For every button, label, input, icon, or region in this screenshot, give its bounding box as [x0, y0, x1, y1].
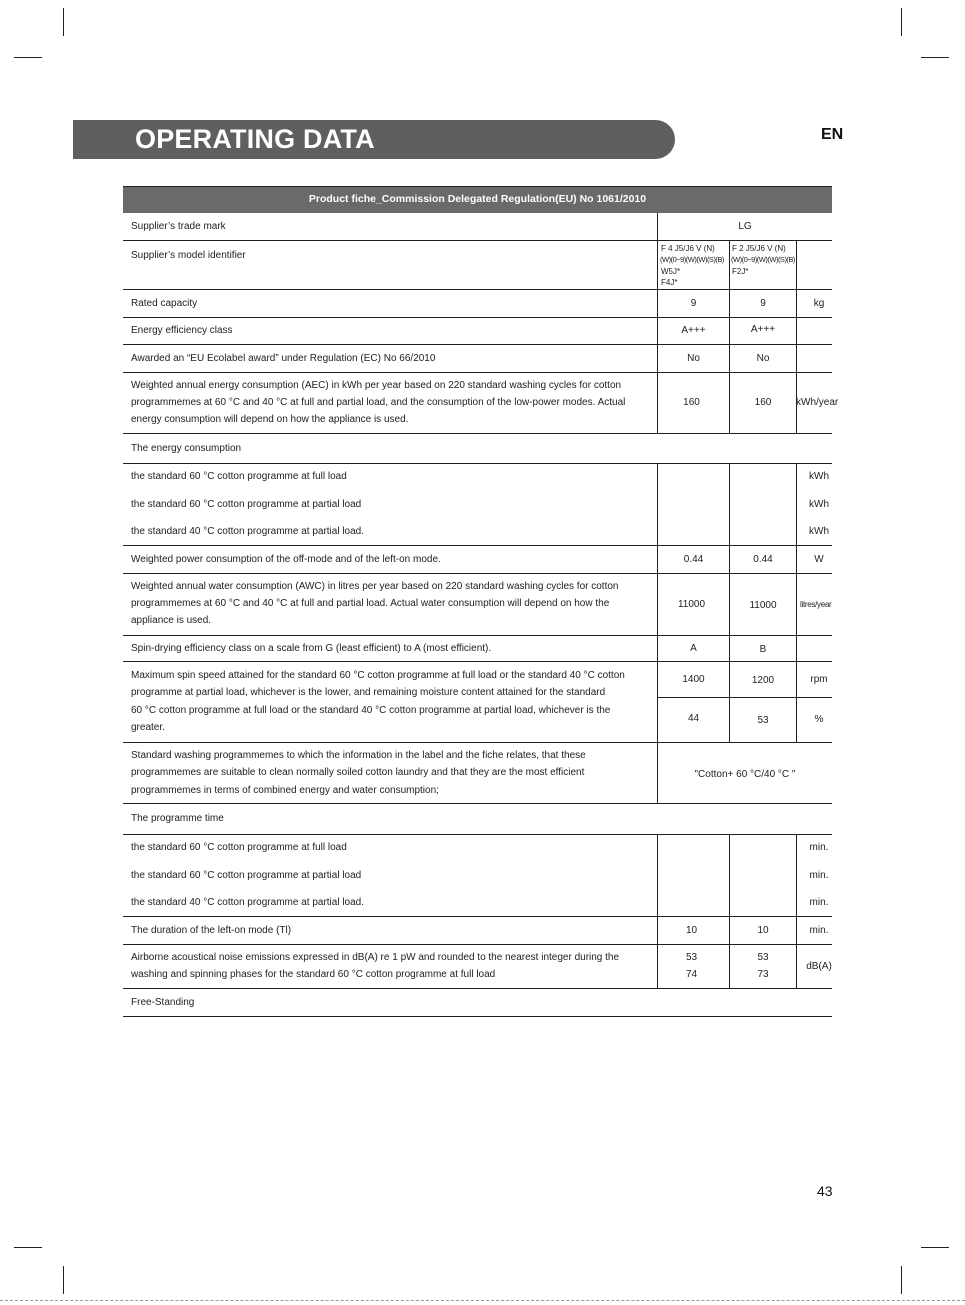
row-divider	[123, 635, 832, 636]
row-divider	[123, 988, 832, 989]
programme-time-row: the standard 40 °C cotton programme at partial load.	[131, 897, 365, 908]
crop-mark	[901, 8, 902, 36]
capacity-value-1: 9	[690, 298, 697, 309]
section-title: OPERATING DATA	[135, 124, 375, 154]
spin-speed-text-line: 60 °C cotton programme at full load or the standard 40 °C cotton programme at partial load, whichever is the	[131, 705, 611, 716]
programme-time-row: the standard 60 °C cotton programme at partial load	[131, 870, 362, 881]
model-col2-line: (W)(0~9)(W)(W)(S)(B)	[731, 255, 795, 264]
row-divider	[123, 463, 832, 464]
row-divider	[123, 1016, 832, 1017]
product-fiche-table	[123, 186, 839, 1018]
spin-speed-value-2: 1200	[751, 675, 775, 686]
row-divider	[123, 916, 832, 917]
left-on-value-1: 10	[685, 925, 698, 936]
spin-speed-text-line: programme at partial load, whichever is the lower, and remaining moisture content attained for the standard	[131, 687, 606, 698]
free-standing-label: Free-Standing	[131, 997, 195, 1008]
language-label: EN	[821, 126, 844, 143]
crop-mark	[14, 57, 42, 58]
crop-mark	[63, 1266, 64, 1294]
crop-mark	[63, 8, 64, 36]
crop-mark	[921, 1247, 949, 1248]
row-divider	[123, 803, 832, 804]
programme-time-unit: min.	[809, 842, 829, 853]
energy-consumption-label: The energy consumption	[131, 443, 242, 454]
energy-consumption-row: the standard 60 °C cotton programme at full load	[131, 471, 347, 482]
standard-programmes-text-line: programmemes in terms of combined energy and water consumption;	[131, 785, 439, 796]
power-value-2: 0.44	[753, 554, 773, 565]
programme-time-unit: min.	[809, 870, 829, 881]
spin-class-value-2: B	[759, 644, 767, 655]
awc-value-1: 11000	[677, 599, 706, 610]
energy-consumption-unit: kWh	[809, 526, 829, 537]
row-divider	[123, 545, 832, 546]
row-divider	[123, 433, 832, 434]
row-divider	[123, 742, 832, 743]
spin-speed-text-line: Maximum spin speed attained for the standard 60 °C cotton programme at full load or the standard 40 °C cotton	[131, 670, 625, 681]
model-col1-line: (W)(0~9)(W)(W)(S)(B)	[660, 255, 724, 264]
column-divider	[657, 463, 658, 803]
noise-value-2: 73	[757, 969, 769, 980]
crop-mark	[901, 1266, 902, 1294]
row-divider	[123, 186, 832, 187]
table-header	[123, 186, 832, 213]
awc-text-line: appliance is used.	[131, 615, 212, 626]
section-banner	[73, 120, 675, 159]
ecolabel-value-1: No	[687, 353, 700, 364]
model-col2-line: F 2 J5/J6 V (N)	[732, 244, 786, 253]
trade-mark-value: LG	[738, 221, 752, 232]
energy-consumption-unit: kWh	[809, 499, 829, 510]
crop-mark	[14, 1247, 42, 1248]
spin-class-label: Spin-drying efficiency class on a scale from G (least efficient) to A (most efficient).	[131, 643, 492, 654]
capacity-unit: kg	[813, 298, 825, 309]
spin-speed-unit: rpm	[810, 674, 828, 685]
crop-mark	[921, 57, 949, 58]
model-col2-line: F2J*	[732, 267, 749, 276]
standard-programmes-text-line: Standard washing programmemes to which the information in the label and the fiche relates, that these	[131, 750, 586, 761]
aec-text-line: programmemes at 60 °C and 40 °C at full and partial load, and the consumption of the low-power modes. Actual	[131, 397, 626, 408]
aec-unit: kWh/year	[796, 397, 839, 408]
awc-text-line: Weighted annual water consumption (AWC) in litres per year based on 220 standard washing cycles for cotton	[131, 581, 619, 592]
power-label: Weighted power consumption of the off-mode and of the left-on mode.	[131, 554, 441, 565]
spin-speed-text-line: greater.	[131, 722, 165, 733]
ecolabel-label: Awarded an “EU Ecolabel award” under Regulation (EC) No 66/2010	[131, 353, 436, 364]
aec-text-line: Weighted annual energy consumption (AEC) in kWh per year based on 220 standard washing cycles for cotton	[131, 380, 622, 391]
row-divider	[657, 697, 832, 698]
energy-consumption-row: the standard 60 °C cotton programme at partial load	[131, 499, 362, 510]
moisture-value-1: 44	[687, 713, 700, 724]
aec-text-line: energy consumption will depend on how the appliance is used.	[131, 414, 409, 425]
model-col1-line: W5J*	[661, 267, 681, 276]
power-unit: W	[814, 554, 824, 565]
noise-text-line: washing and spinning phases for the standard 60 °C cotton programme at full load	[131, 969, 496, 980]
energy-class-value-1: A+++	[681, 325, 706, 336]
row-divider	[123, 372, 832, 373]
power-value-1: 0.44	[683, 554, 704, 565]
awc-unit: litres/year	[800, 600, 832, 609]
moisture-value-2: 53	[757, 715, 769, 726]
energy-consumption-unit: kWh	[809, 471, 829, 482]
capacity-label: Rated capacity	[131, 298, 198, 309]
model-label: Supplier’s model identifier	[131, 250, 246, 261]
noise-unit: dB(A)	[806, 961, 832, 972]
ecolabel-value-2: No	[756, 353, 770, 364]
standard-programmes-text-line: programmemes are suitable to clean normally soiled cotton laundry and that they are the most efficient	[131, 767, 585, 778]
energy-class-label: Energy efficiency class	[131, 325, 233, 336]
energy-class-value-2: A+++	[750, 324, 776, 335]
table-title: Product fiche_Commission Delegated Regulation(EU) No 1061/2010	[308, 193, 647, 205]
model-col1-line: F4J*	[661, 278, 678, 287]
programme-time-label: The programme time	[131, 813, 224, 824]
noise-value-1: 53	[685, 952, 698, 963]
trade-mark-label: Supplier’s trade mark	[131, 221, 226, 232]
left-on-label: The duration of the left-on mode (Tl)	[131, 925, 292, 936]
moisture-unit: %	[814, 714, 824, 725]
row-divider	[123, 573, 832, 574]
trim-line	[0, 1300, 965, 1301]
row-divider	[123, 317, 832, 318]
model-col1-line: F 4 J5/J6 V (N)	[661, 244, 715, 253]
spin-class-value-1: A	[690, 643, 697, 654]
noise-text-line: Airborne acoustical noise emissions expressed in dB(A) re 1 pW and rounded to the nearest integer during the	[131, 952, 620, 963]
aec-value-2: 160	[754, 397, 772, 408]
standard-programmes-value: "Cotton+ 60 °C/40 °C "	[694, 769, 796, 780]
row-divider	[123, 240, 832, 241]
row-divider	[123, 834, 832, 835]
noise-value-2: 53	[757, 952, 769, 963]
awc-text-line: programmemes at 60 °C and 40 °C at full and partial load. Actual water consumption will depend on how the	[131, 598, 610, 609]
row-divider	[123, 944, 832, 945]
programme-time-row: the standard 60 °C cotton programme at full load	[131, 842, 347, 853]
spin-speed-value-1: 1400	[682, 674, 705, 685]
energy-consumption-row: the standard 40 °C cotton programme at partial load.	[131, 526, 365, 537]
page-number: 43	[817, 1183, 833, 1199]
row-divider	[123, 661, 832, 662]
aec-value-1: 160	[683, 397, 700, 408]
capacity-value-2: 9	[760, 298, 766, 309]
left-on-value-2: 10	[757, 925, 769, 936]
awc-value-2: 11000	[749, 600, 777, 611]
programme-time-unit: min.	[809, 897, 829, 908]
row-divider	[123, 289, 832, 290]
left-on-unit: min.	[809, 925, 829, 936]
row-divider	[123, 344, 832, 345]
noise-value-1: 74	[685, 969, 698, 980]
